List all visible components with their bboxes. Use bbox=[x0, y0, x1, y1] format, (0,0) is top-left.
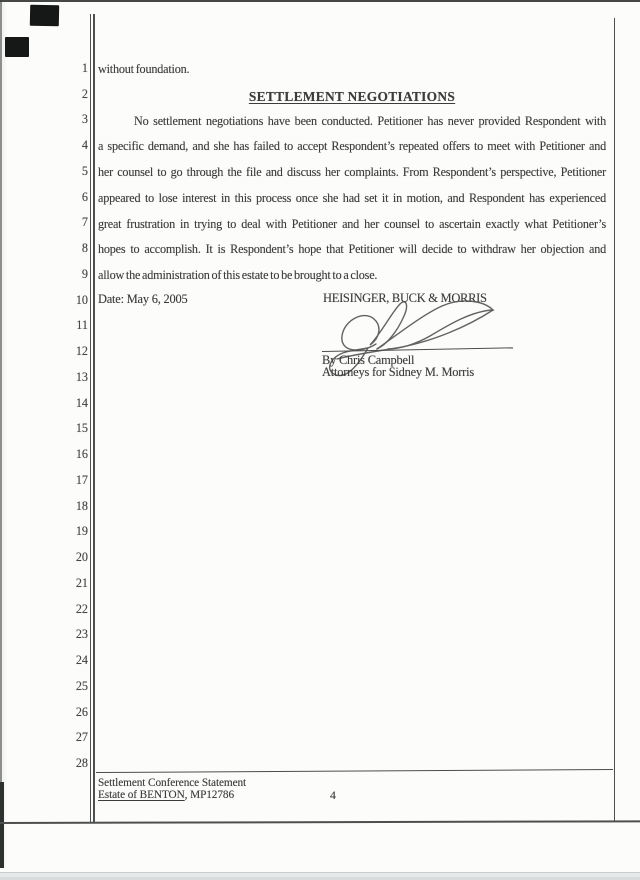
line-number: 5 bbox=[81, 163, 88, 178]
body-line: No settlement negotiations have been conducted. Petitioner has never provided Respondent with bbox=[134, 113, 606, 128]
scan-corner-mark bbox=[5, 37, 29, 57]
footer-case-number: , MP12786 bbox=[184, 789, 234, 801]
body-line: without foundation. bbox=[98, 62, 190, 76]
section-heading: SETTLEMENT NEGOTIATIONS bbox=[248, 89, 456, 104]
line-number: 3 bbox=[81, 112, 88, 127]
pleading-left-rule bbox=[90, 14, 91, 822]
line-number: 25 bbox=[75, 678, 88, 693]
date-label: Date: May 6, 2005 bbox=[98, 292, 188, 306]
line-number: 8 bbox=[81, 241, 88, 256]
line-number: 9 bbox=[81, 266, 88, 281]
line-number: 22 bbox=[75, 601, 88, 616]
scan-left-edge bbox=[0, 0, 2, 868]
line-number: 10 bbox=[75, 292, 88, 307]
line-number: 19 bbox=[75, 524, 88, 539]
line-number: 2 bbox=[81, 86, 88, 101]
footer-case-caption bbox=[98, 789, 234, 801]
line-number: 15 bbox=[75, 421, 88, 436]
line-number: 7 bbox=[81, 215, 88, 230]
line-number: 28 bbox=[75, 755, 88, 770]
line-number: 26 bbox=[75, 704, 88, 719]
line-number: 20 bbox=[75, 550, 88, 565]
page-bottom-edge bbox=[0, 820, 640, 823]
line-number: 6 bbox=[81, 189, 88, 204]
signature-attorneys-line: Attorneys for Sidney M. Morris bbox=[322, 364, 474, 379]
scan-top-edge bbox=[0, 0, 640, 2]
line-number: 24 bbox=[75, 653, 88, 668]
line-number: 18 bbox=[75, 498, 88, 513]
section-heading-row bbox=[98, 88, 606, 106]
line-number: 23 bbox=[75, 627, 88, 642]
body-line: appeared to lose interest in this process once she had set it in motion, and Respondent has experienced bbox=[98, 190, 606, 205]
firm-name: HEISINGER, BUCK & MORRIS bbox=[323, 291, 487, 305]
footer-rule bbox=[96, 769, 613, 773]
scan-left-edge-dark bbox=[0, 782, 4, 868]
scan-corner-mark bbox=[30, 5, 59, 27]
body-line: hopes to accomplish. It is Respondent’s hope that Petitioner will decide to withdraw her objection and bbox=[98, 242, 606, 257]
body-line: her counsel to go through the file and discuss her complaints. From Respondent’s perspective, Petitioner bbox=[98, 165, 606, 179]
pleading-right-rule bbox=[614, 18, 615, 822]
body-line: great frustration in trying to deal with Petitioner and her counsel to ascertain exactly what Petitioner’s bbox=[98, 216, 606, 231]
line-number: 4 bbox=[81, 138, 88, 153]
signature-by-line: By Chris Campbell bbox=[322, 352, 415, 367]
body-line: allow the administration of this estate to be brought to a close. bbox=[98, 268, 378, 282]
line-number: 14 bbox=[75, 395, 88, 410]
line-number: 13 bbox=[75, 369, 88, 384]
line-number: 21 bbox=[75, 575, 88, 590]
pleading-left-rule bbox=[93, 14, 94, 822]
body-line: a specific demand, and she has failed to accept Respondent’s repeated offers to meet with Petitioner and bbox=[98, 139, 606, 154]
footer-case-name: Estate of BENTON bbox=[98, 789, 185, 801]
page-number: 4 bbox=[330, 788, 336, 802]
line-number: 11 bbox=[76, 318, 88, 333]
footer-document-title: Settlement Conference Statement bbox=[98, 776, 247, 789]
line-number: 27 bbox=[75, 730, 88, 745]
line-number: 1 bbox=[81, 61, 88, 75]
line-number: 12 bbox=[75, 344, 88, 359]
line-number: 16 bbox=[75, 447, 88, 462]
line-number: 17 bbox=[75, 472, 88, 487]
